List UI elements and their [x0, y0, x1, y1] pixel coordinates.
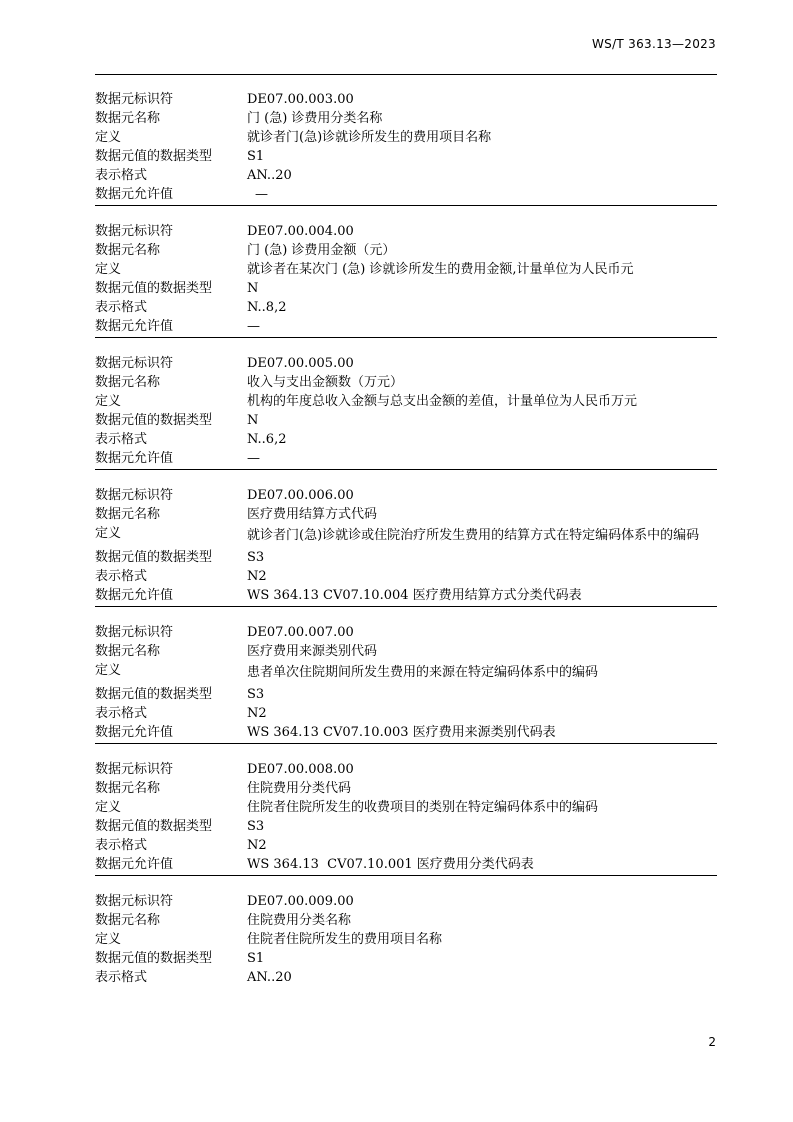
identifier-label: 数据元标识符 — [95, 894, 174, 909]
definition-row — [95, 661, 717, 684]
data-element-block — [95, 354, 717, 470]
name-label: 数据元名称 — [95, 644, 161, 659]
format-row — [95, 836, 717, 855]
datatype-row — [95, 949, 717, 968]
name-row — [95, 911, 717, 930]
name-row — [95, 505, 717, 524]
allowed-row — [95, 855, 717, 874]
definition-label: 定义 — [95, 663, 122, 678]
format-row — [95, 567, 717, 586]
definition-label: 定义 — [95, 800, 122, 815]
allowed-value: WS 364.13 CV07.10.003 医疗费用来源类别代码表 — [247, 725, 556, 740]
name-label: 数据元名称 — [95, 507, 161, 522]
datatype-value: S3 — [247, 687, 265, 702]
definition-row — [95, 930, 717, 949]
name-label: 数据元名称 — [95, 375, 161, 390]
identifier-row — [95, 623, 717, 642]
format-value: N..6,2 — [247, 432, 287, 447]
identifier-row — [95, 892, 717, 911]
definition-value: 住院者住院所发生的费用项目名称 — [247, 932, 443, 947]
allowed-row — [95, 586, 717, 605]
identifier-label: 数据元标识符 — [95, 224, 174, 239]
data-element-block — [95, 486, 717, 607]
datatype-label: 数据元值的数据类型 — [95, 550, 213, 565]
datatype-value: N — [247, 281, 259, 296]
identifier-row — [95, 222, 717, 241]
name-row — [95, 779, 717, 798]
format-row — [95, 298, 717, 317]
identifier-label: 数据元标识符 — [95, 356, 174, 371]
name-value: 门 (急) 诊费用金额（元） — [247, 243, 396, 258]
format-value: AN..20 — [247, 970, 292, 985]
definition-value: 就诊者门(急)诊就诊或住院治疗所发生费用的结算方式在特定编码体系中的编码 — [247, 528, 700, 543]
format-label: 表示格式 — [95, 970, 148, 985]
identifier-value: DE07.00.009.00 — [247, 894, 354, 909]
definition-label: 定义 — [95, 932, 122, 947]
identifier-label: 数据元标识符 — [95, 762, 174, 777]
name-label: 数据元名称 — [95, 913, 161, 928]
datatype-value: S1 — [247, 951, 265, 966]
datatype-value: N — [247, 413, 259, 428]
datatype-label: 数据元值的数据类型 — [95, 281, 213, 296]
identifier-value: DE07.00.008.00 — [247, 762, 354, 777]
allowed-value: WS 364.13 CV07.10.001 医疗费用分类代码表 — [247, 857, 534, 872]
format-row — [95, 430, 717, 449]
name-value: 收入与支出金额数（万元） — [247, 375, 404, 390]
data-element-block — [95, 892, 717, 988]
header-rule — [95, 74, 717, 75]
definition-value: 住院者住院所发生的收费项目的类别在特定编码体系中的编码 — [247, 800, 599, 815]
format-value: AN..20 — [247, 168, 292, 183]
name-row — [95, 373, 717, 392]
datatype-row — [95, 685, 717, 704]
definition-value: 患者单次住院期间所发生费用的来源在特定编码体系中的编码 — [247, 665, 599, 680]
format-value: N..8,2 — [247, 300, 287, 315]
definition-label: 定义 — [95, 394, 122, 409]
name-row — [95, 642, 717, 661]
identifier-value: DE07.00.006.00 — [247, 488, 354, 503]
name-label: 数据元名称 — [95, 111, 161, 126]
datatype-row — [95, 279, 717, 298]
name-value: 医疗费用来源类别代码 — [247, 644, 378, 659]
datatype-row — [95, 147, 717, 166]
allowed-value: — — [247, 319, 260, 334]
identifier-row — [95, 354, 717, 373]
datatype-value: S3 — [247, 550, 265, 565]
format-label: 表示格式 — [95, 706, 148, 721]
allowed-value: — — [247, 451, 260, 466]
allowed-row — [95, 723, 717, 742]
definition-row — [95, 524, 717, 547]
datatype-label: 数据元值的数据类型 — [95, 413, 213, 428]
name-value: 门 (急) 诊费用分类名称 — [247, 111, 383, 126]
identifier-row — [95, 486, 717, 505]
format-label: 表示格式 — [95, 168, 148, 183]
identifier-label: 数据元标识符 — [95, 625, 174, 640]
data-element-block — [95, 90, 717, 206]
allowed-value: WS 364.13 CV07.10.004 医疗费用结算方式分类代码表 — [247, 588, 582, 603]
allowed-label: 数据元允许值 — [95, 451, 174, 466]
definition-row — [95, 798, 717, 817]
definition-value: 就诊者门(急)诊就诊所发生的费用项目名称 — [247, 130, 492, 145]
allowed-label: 数据元允许值 — [95, 319, 174, 334]
allowed-label: 数据元允许值 — [95, 588, 174, 603]
format-row — [95, 704, 717, 723]
identifier-row — [95, 90, 717, 109]
name-row — [95, 109, 717, 128]
allowed-label: 数据元允许值 — [95, 187, 174, 202]
datatype-label: 数据元值的数据类型 — [95, 951, 213, 966]
data-element-block — [95, 623, 717, 744]
format-label: 表示格式 — [95, 838, 148, 853]
page-number: 2 — [708, 1035, 716, 1049]
allowed-label: 数据元允许值 — [95, 725, 174, 740]
format-label: 表示格式 — [95, 300, 148, 315]
definition-label: 定义 — [95, 262, 122, 277]
name-value: 医疗费用结算方式代码 — [247, 507, 378, 522]
identifier-label: 数据元标识符 — [95, 92, 174, 107]
format-value: N2 — [247, 706, 267, 721]
format-label: 表示格式 — [95, 569, 148, 584]
format-value: N2 — [247, 569, 267, 584]
datatype-row — [95, 817, 717, 836]
identifier-row — [95, 760, 717, 779]
identifier-value: DE07.00.005.00 — [247, 356, 354, 371]
allowed-value: — — [255, 187, 268, 202]
format-row — [95, 166, 717, 185]
definition-row — [95, 392, 717, 411]
datatype-row — [95, 411, 717, 430]
name-value: 住院费用分类代码 — [247, 781, 352, 796]
datatype-label: 数据元值的数据类型 — [95, 149, 213, 164]
identifier-value: DE07.00.007.00 — [247, 625, 354, 640]
format-value: N2 — [247, 838, 267, 853]
name-row — [95, 241, 717, 260]
datatype-label: 数据元值的数据类型 — [95, 687, 213, 702]
definition-row — [95, 128, 717, 147]
format-row — [95, 968, 717, 987]
identifier-label: 数据元标识符 — [95, 488, 174, 503]
datatype-row — [95, 548, 717, 567]
definition-label: 定义 — [95, 130, 122, 145]
data-element-block — [95, 760, 717, 876]
name-label: 数据元名称 — [95, 781, 161, 796]
definition-row — [95, 260, 717, 279]
definition-label: 定义 — [95, 526, 122, 541]
allowed-label: 数据元允许值 — [95, 857, 174, 872]
definition-value: 机构的年度总收入金额与总支出金额的差值，计量单位为人民币万元 — [247, 394, 638, 409]
allowed-row — [95, 185, 717, 204]
allowed-row — [95, 449, 717, 468]
standard-code: WS/T 363.13—2023 — [592, 37, 716, 51]
definition-value: 就诊者在某次门 (急) 诊就诊所发生的费用金额,计量单位为人民币元 — [247, 262, 634, 277]
identifier-value: DE07.00.004.00 — [247, 224, 354, 239]
name-label: 数据元名称 — [95, 243, 161, 258]
allowed-row — [95, 317, 717, 336]
format-label: 表示格式 — [95, 432, 148, 447]
datatype-label: 数据元值的数据类型 — [95, 819, 213, 834]
datatype-value: S1 — [247, 149, 265, 164]
data-element-block — [95, 222, 717, 338]
identifier-value: DE07.00.003.00 — [247, 92, 354, 107]
datatype-value: S3 — [247, 819, 265, 834]
data-element-list — [95, 90, 717, 1004]
name-value: 住院费用分类名称 — [247, 913, 352, 928]
